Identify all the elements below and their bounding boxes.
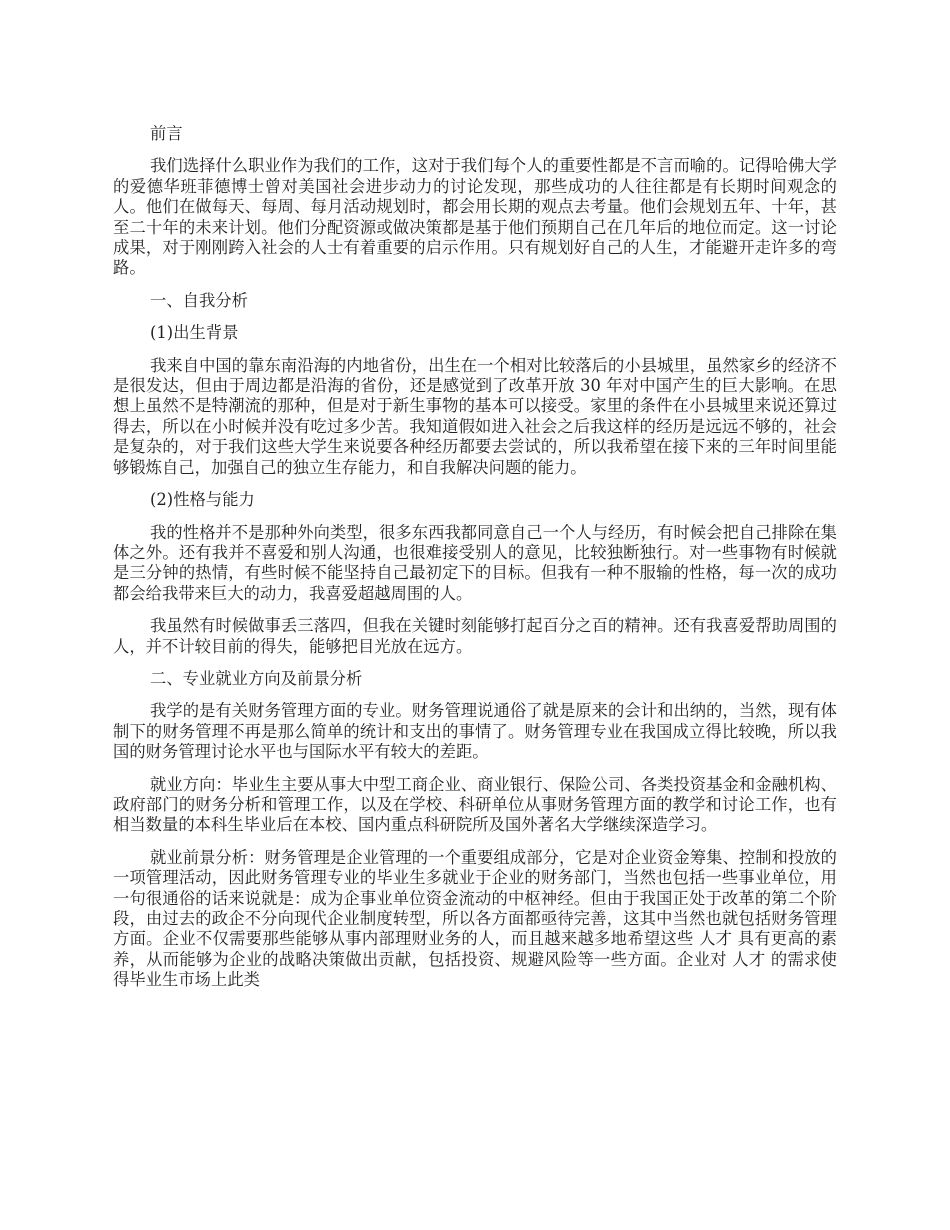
paragraph-preface: 我们选择什么职业作为我们的工作，这对于我们每个人的重要性都是不言而喻的。记得哈佛大学的爱德华班菲德博士曾对美国社会进步动力的讨论发现，那些成功的人往往都是有长期时间观念的人。他们在做每天、每周、每月活动规划时，都会用长期的观点去考量。他们会规划五年、十年，甚至二十年的未来计划。他们分配资源或做决策都是基于他们预期自己在几年后的地位而定。这一讨论成果，对于刚刚跨入社会的人士有着重要的启示作用。只有规划好自己的人生，才能避开走许多的弯路。: [113, 156, 837, 278]
paragraph-employment-prospects: 就业前景分析：财务管理是企业管理的一个重要组成部分，它是对企业资金筹集、控制和投放的一项管理活动，因此财务管理专业的毕业生多就业于企业的财务部门，当然也包括一些事业单位，用一句很通俗的话来说就是：成为企事业单位资金流动的中枢神经。但由于我国正处于改革的第二个阶段，由过去的政企不分向现代企业制度转型，所以各方面都亟待完善，这其中当然也就包括财务管理方面。企业不仅需要那些能够从事内部理财业务的人，而且越来越多地希望这些 人才 具有更高的素养，从而能够为企业的战略决策做出贡献，包括投资、规避风险等一些方面。企业对 人才 的需求使得毕业生市场上此类: [113, 847, 837, 990]
heading-self-analysis: 一、自我分析: [150, 290, 248, 310]
subheading-personality-ability: (2)性格与能力: [150, 490, 255, 510]
heading-career-direction: 二、专业就业方向及前景分析: [150, 668, 363, 688]
document-page: [113, 124, 837, 1001]
paragraph-strengths: 我虽然有时候做事丢三落四，但我在关键时刻能够打起百分之百的精神。还有我喜爱帮助周围的人，并不计较目前的得失，能够把目光放在远方。: [113, 616, 837, 656]
paragraph-employment-direction: 就业方向：毕业生主要从事大中型工商企业、商业银行、保险公司、各类投资基金和金融机构、政府部门的财务分析和管理工作，以及在学校、科研单位从事财务管理方面的教学和讨论工作，也有相当数量的本科生毕业后在本校、国内重点科研院所及国外著名大学继续深造学习。: [113, 774, 837, 835]
paragraph-personality: 我的性格并不是那种外向类型，很多东西我都同意自己一个人与经历，有时候会把自己排除在集体之外。还有我并不喜爱和别人沟通，也很难接受别人的意见，比较独断独行。对一些事物有时候就是三分钟的热情，有些时候不能坚持自己最初定下的目标。但我有一种不服输的性格，每一次的成功都会给我带来巨大的动力，我喜爱超越周围的人。: [113, 522, 837, 603]
paragraph-major: 我学的是有关财务管理方面的专业。财务管理说通俗了就是原来的会计和出纳的，当然，现有体制下的财务管理不再是那么简单的统计和支出的事情了。财务管理专业在我国成立得比较晚，所以我国的财务管理讨论水平也与国际水平有较大的差距。: [113, 701, 837, 762]
subheading-birth-background: (1)出生背景: [150, 323, 239, 343]
paragraph-birth-background: 我来自中国的靠东南沿海的内地省份，出生在一个相对比较落后的小县城里，虽然家乡的经济不是很发达，但由于周边都是沿海的省份，还是感觉到了改革开放 30 年对中国产生的巨大影响。在思想上虽然不是特潮流的那种，但是对于新生事物的基本可以接受。家里的条件在小县城里来说还算过得去，所以在小时候并没有吃过多少苦。我知道假如进入社会之后我这样的经历是远远不够的，社会是复杂的，对于我们这些大学生来说要各种经历都要去尝试的，所以我希望在接下来的三年时间里能够锻炼自己，加强自己的独立生存能力，和自我解决问题的能力。: [113, 355, 837, 477]
heading-preface: 前言: [150, 124, 183, 143]
